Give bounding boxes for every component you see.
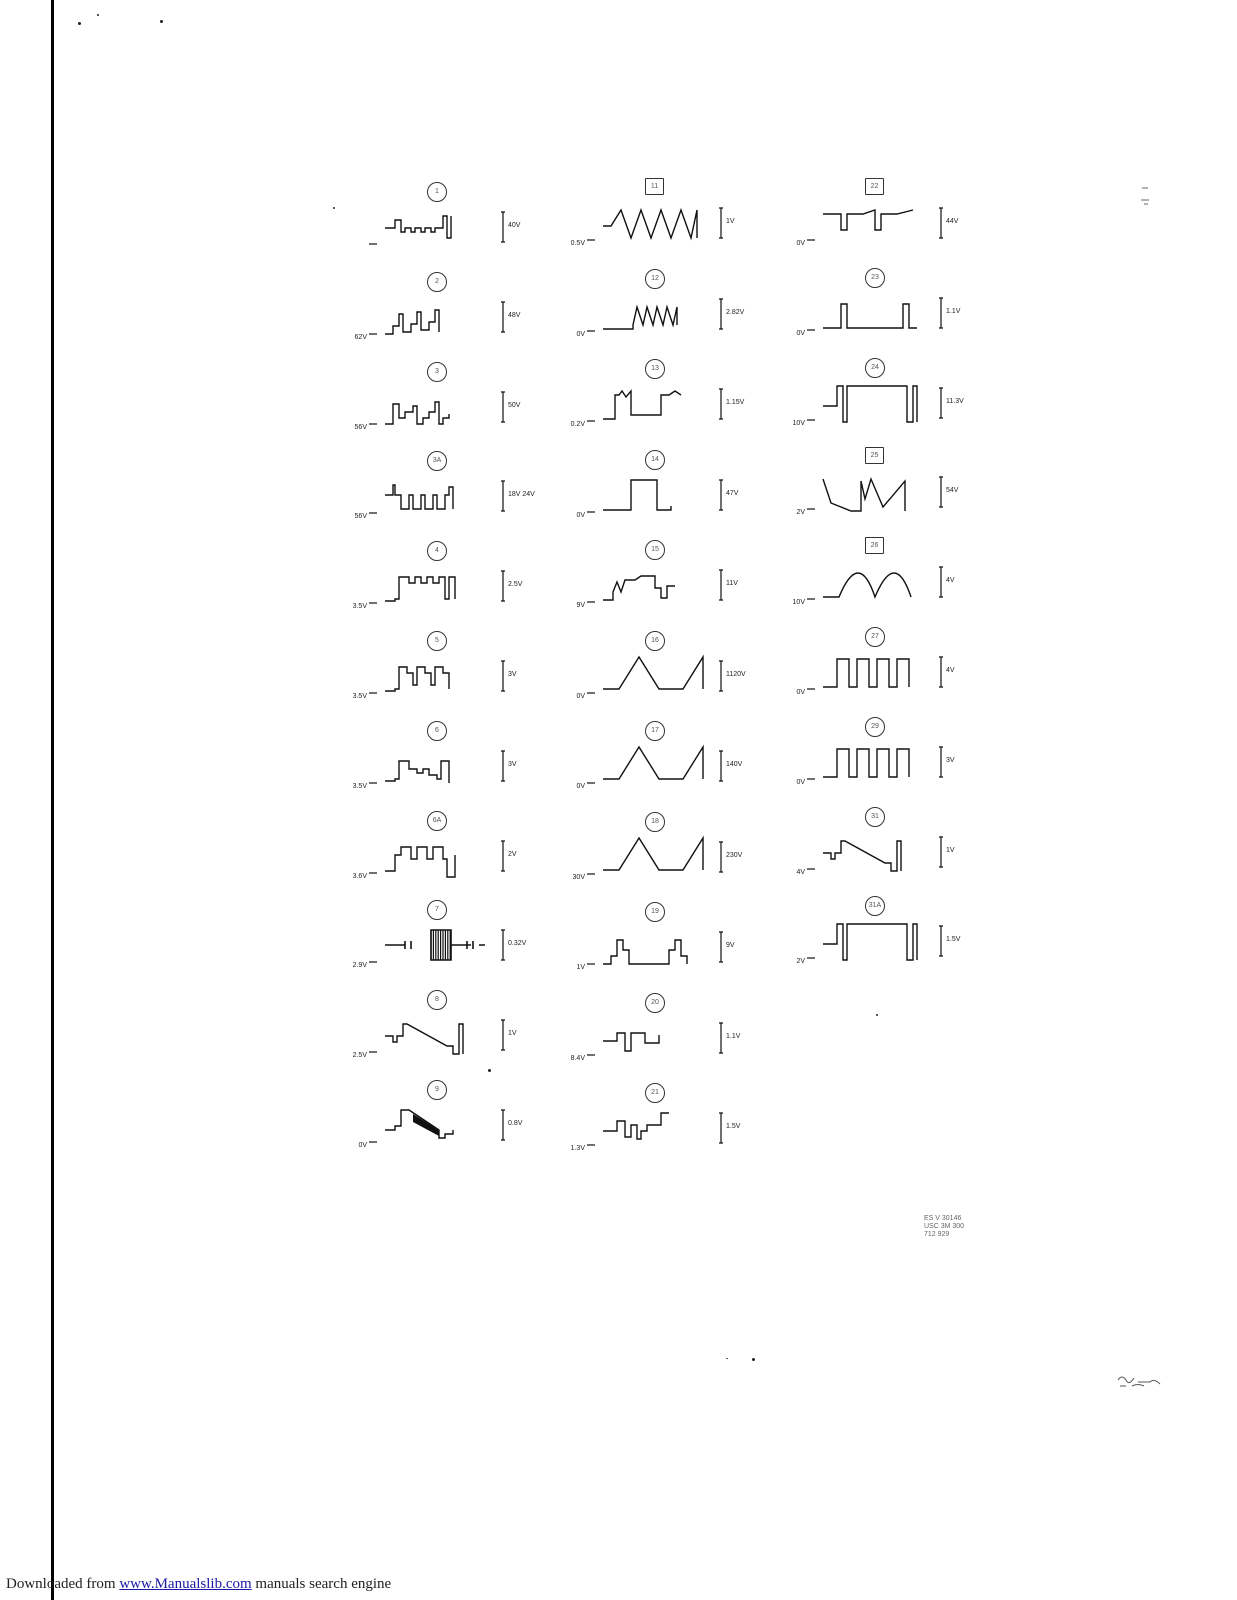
test-point-badge: 3: [427, 362, 447, 382]
amplitude-marker: [719, 570, 723, 600]
waveform-31: [793, 807, 993, 891]
baseline-voltage-label: 56V: [354, 513, 367, 521]
waveform-trace-svg: [355, 182, 555, 266]
amplitude-label: 1V: [726, 218, 735, 225]
amplitude-marker: [501, 302, 505, 332]
scan-speck: [97, 14, 99, 16]
amplitude-marker: [719, 480, 723, 510]
baseline-voltage-label: 0V: [576, 330, 585, 338]
waveform-trace: [385, 216, 451, 238]
amplitude-label: 2.82V: [726, 308, 745, 316]
test-point-badge: 24: [865, 358, 885, 378]
amplitude-label: 1V: [508, 1030, 517, 1038]
waveform-trace-svg: [355, 1080, 555, 1164]
waveform-trace-svg: [570, 993, 773, 1077]
amplitude-label: 54V: [946, 487, 959, 495]
waveform-trace: [603, 1113, 669, 1139]
binding-edge: [51, 0, 54, 1600]
waveform-trace: [603, 940, 687, 964]
waveform-16: [573, 631, 773, 715]
baseline-voltage-label: 0V: [576, 783, 585, 790]
amplitude-marker: [501, 212, 505, 242]
amplitude-marker: [501, 1020, 505, 1050]
waveform-trace: [385, 930, 485, 960]
test-point-badge: 15: [645, 540, 665, 560]
test-point-badge: 21: [645, 1083, 665, 1103]
waveform-trace-svg: [793, 896, 993, 980]
waveform-trace: [823, 479, 905, 511]
amplitude-marker: [501, 661, 505, 691]
waveform-trace: [603, 391, 681, 419]
amplitude-marker: [719, 1113, 723, 1143]
amplitude-label: 0.8V: [508, 1120, 523, 1127]
waveform-trace-svg: [573, 450, 773, 534]
waveform-15: [573, 540, 773, 624]
baseline-voltage-label: 2V: [796, 509, 805, 517]
amplitude-label: 4V: [946, 667, 955, 674]
waveform-trace-svg: [355, 362, 555, 446]
baseline-voltage-label: 56V: [354, 423, 367, 431]
amplitude-marker: [939, 298, 943, 328]
amplitude-marker: [719, 751, 723, 781]
waveform-23: [793, 268, 993, 352]
waveform-4: [352, 541, 555, 625]
amplitude-marker: [939, 926, 943, 956]
baseline-voltage-label: 8.4V: [570, 1054, 585, 1062]
scribble-mark: [1116, 1372, 1164, 1390]
waveform-trace: [823, 841, 901, 871]
waveform-trace: [603, 576, 675, 600]
amplitude-label: 230V: [726, 851, 743, 859]
waveform-trace: [603, 480, 671, 510]
scan-speck: [78, 22, 81, 25]
waveform-17: [573, 721, 773, 805]
waveform-trace-svg: [352, 811, 555, 895]
waveform-18: [573, 812, 773, 896]
test-point-badge: 4: [427, 541, 447, 561]
waveform-trace-svg: [352, 631, 555, 715]
amplitude-marker: [939, 837, 943, 867]
amplitude-label: 1.1V: [946, 307, 961, 315]
test-point-badge: 17: [645, 721, 665, 741]
amplitude-marker: [939, 747, 943, 777]
test-point-badge: 22: [865, 178, 884, 195]
waveform-trace-svg: [793, 178, 993, 262]
test-point-badge: 13: [645, 359, 665, 379]
stamp-line: USC 3M 300: [924, 1223, 965, 1230]
test-point-badge: 16: [645, 631, 665, 651]
waveform-3a: [355, 451, 555, 535]
waveform-trace: [823, 749, 909, 777]
baseline-voltage-label: 0V: [358, 1142, 367, 1149]
test-point-badge: 19: [645, 902, 665, 922]
test-point-badge: 6A: [427, 811, 447, 831]
waveform-trace: [603, 210, 697, 238]
amplitude-label: 1.5V: [946, 936, 961, 944]
waveform-trace-svg: [793, 717, 993, 801]
waveform-24: [793, 358, 993, 442]
amplitude-label: 1.5V: [726, 1123, 741, 1130]
waveform-20: [570, 993, 773, 1077]
test-point-badge: 20: [645, 993, 665, 1013]
test-point-badge: 23: [865, 268, 885, 288]
waveform-26: [793, 537, 993, 621]
waveform-5: [352, 631, 555, 715]
amplitude-marker: [719, 1023, 723, 1053]
amplitude-label: 1120V: [726, 670, 746, 678]
baseline-voltage-label: 0V: [796, 689, 805, 696]
waveform-11: [570, 178, 773, 262]
waveform-trace-svg: [793, 537, 993, 621]
amplitude-label: 47V: [726, 489, 739, 497]
waveform-trace: [385, 310, 439, 334]
test-point-badge: 12: [645, 269, 665, 289]
waveform-6a: [352, 811, 555, 895]
waveform-trace-svg: [570, 1083, 773, 1167]
waveform-trace: [603, 838, 703, 870]
amplitude-marker: [501, 481, 505, 511]
amplitude-marker: [501, 751, 505, 781]
waveform-trace: [823, 659, 909, 687]
amplitude-marker: [501, 930, 505, 960]
waveform-trace: [823, 304, 917, 328]
amplitude-label: 48V: [508, 311, 521, 319]
waveform-trace: [385, 847, 455, 877]
scan-speck: [333, 207, 335, 209]
baseline-voltage-label: 0V: [576, 692, 585, 700]
amplitude-marker: [719, 389, 723, 419]
amplitude-marker: [501, 841, 505, 871]
waveform-trace-svg: [573, 902, 773, 986]
waveform-trace-svg: [573, 721, 773, 805]
test-point-badge: 6: [427, 721, 447, 741]
waveform-trace-svg: [793, 807, 993, 891]
test-point-badge: 7: [427, 900, 447, 920]
amplitude-label: 3V: [508, 760, 517, 768]
test-point-badge: 29: [865, 717, 885, 737]
amplitude-label: 140V: [726, 761, 743, 768]
amplitude-marker: [939, 388, 943, 418]
baseline-voltage-label: 4V: [796, 868, 805, 876]
waveform-29: [793, 717, 993, 801]
scan-speck: [726, 1358, 728, 1359]
amplitude-marker: [719, 842, 723, 872]
test-point-badge: 9: [427, 1080, 447, 1100]
baseline-voltage-label: 0.2V: [570, 421, 585, 428]
waveform-trace: [385, 1024, 463, 1054]
waveform-22: [793, 178, 993, 262]
test-point-badge: 11: [645, 178, 664, 195]
waveform-trace-svg: [352, 721, 555, 805]
waveform-25: [793, 447, 993, 531]
test-point-badge: 27: [865, 627, 885, 647]
test-point-badge: 18: [645, 812, 665, 832]
amplitude-label: 11V: [726, 580, 738, 587]
footer-suffix: manuals search engine: [255, 1576, 392, 1592]
waveform-trace: [385, 761, 449, 783]
amplitude-marker: [501, 1110, 505, 1140]
baseline-voltage-label: 3.5V: [352, 693, 367, 700]
test-point-badge: 31: [865, 807, 885, 827]
waveform-trace: [823, 386, 917, 422]
amplitude-label: 1V: [946, 846, 955, 854]
waveform-31a: [793, 896, 993, 980]
waveform-19: [573, 902, 773, 986]
waveform-6: [352, 721, 555, 805]
test-point-badge: 1: [427, 182, 447, 202]
amplitude-marker: [939, 477, 943, 507]
stamp-line: 712 929: [924, 1231, 950, 1238]
test-point-badge: 14: [645, 450, 665, 470]
test-point-badge: 26: [865, 537, 884, 554]
baseline-voltage-label: 1V: [576, 964, 585, 971]
waveform-trace: [603, 307, 677, 329]
baseline-voltage-label: 10V: [792, 599, 805, 607]
amplitude-label: 4V: [946, 577, 955, 585]
waveform-9: [355, 1080, 555, 1164]
footer-credit: [6, 1576, 391, 1593]
amplitude-label: 0.32V: [508, 940, 527, 948]
waveform-12: [573, 269, 773, 353]
stamp-line: ES V 30146: [924, 1215, 962, 1222]
baseline-voltage-label: 0V: [576, 511, 585, 519]
amplitude-marker: [939, 567, 943, 597]
test-point-badge: 5: [427, 631, 447, 651]
waveform-1: [355, 182, 555, 266]
amplitude-label: 40V: [508, 222, 521, 229]
scan-speck: [752, 1358, 755, 1361]
waveform-trace-svg: [352, 990, 555, 1074]
baseline-voltage-label: 1.3V: [570, 1145, 585, 1152]
baseline-voltage-label: 2.5V: [352, 1052, 367, 1060]
amplitude-marker: [719, 208, 723, 238]
amplitude-label: 18V 24V: [508, 491, 535, 499]
waveform-trace: [823, 924, 917, 960]
amplitude-label: 3V: [946, 756, 955, 764]
amplitude-marker: [939, 208, 943, 238]
waveform-21: [570, 1083, 773, 1167]
manualslib-link[interactable]: www.Manualslib.com: [119, 1576, 252, 1592]
baseline-voltage-label: 0V: [796, 778, 805, 786]
waveform-14: [573, 450, 773, 534]
ramp-fill: [413, 1114, 439, 1136]
scan-speck: [160, 20, 163, 23]
waveform-trace-svg: [793, 268, 993, 352]
amplitude-label: 50V: [508, 401, 521, 409]
baseline-voltage-label: 10V: [792, 419, 805, 427]
waveform-trace: [823, 210, 913, 230]
scan-speck: [876, 1014, 878, 1016]
amplitude-label: 1.1V: [726, 1032, 741, 1040]
baseline-voltage-label: 0V: [796, 329, 805, 337]
scribble-mark: [1140, 186, 1152, 212]
amplitude-marker: [719, 932, 723, 962]
baseline-voltage-label: 30V: [572, 873, 585, 881]
amplitude-label: 1.15V: [726, 399, 745, 406]
amplitude-marker: [719, 661, 723, 691]
baseline-voltage-label: 3.5V: [352, 603, 367, 611]
waveform-trace-svg: [793, 627, 993, 711]
baseline-voltage-label: 3.6V: [352, 872, 367, 880]
amplitude-label: 2.5V: [508, 581, 523, 589]
waveform-trace: [603, 747, 703, 779]
waveform-3: [355, 362, 555, 446]
test-point-badge: 3A: [427, 451, 447, 471]
waveform-trace-svg: [352, 541, 555, 625]
waveform-7: [352, 900, 555, 984]
baseline-voltage-label: 62V: [354, 333, 367, 341]
waveform-trace-svg: [570, 178, 773, 262]
baseline-voltage-label: 9V: [576, 602, 585, 609]
waveform-13: [570, 359, 773, 443]
waveform-trace: [385, 667, 449, 691]
test-point-badge: 8: [427, 990, 447, 1010]
waveform-trace: [385, 402, 449, 424]
amplitude-marker: [501, 392, 505, 422]
waveform-8: [352, 990, 555, 1074]
waveform-trace: [385, 485, 453, 509]
amplitude-marker: [939, 657, 943, 687]
amplitude-label: 44V: [946, 218, 959, 225]
footer-prefix: Downloaded from: [6, 1576, 116, 1592]
waveform-2: [355, 272, 555, 356]
baseline-voltage-label: 2.9V: [352, 962, 367, 970]
baseline-voltage-label: 0.5V: [570, 240, 585, 247]
amplitude-label: 9V: [726, 942, 735, 949]
amplitude-label: 11.3V: [946, 397, 964, 405]
waveform-27: [793, 627, 993, 711]
baseline-voltage-label: 3.5V: [352, 782, 367, 790]
amplitude-marker: [501, 571, 505, 601]
waveform-trace-svg: [573, 812, 773, 896]
waveform-trace-svg: [793, 447, 993, 531]
waveform-trace-svg: [573, 540, 773, 624]
amplitude-marker: [719, 299, 723, 329]
waveform-trace-svg: [355, 272, 555, 356]
waveform-trace: [385, 577, 455, 601]
waveform-trace: [603, 1033, 659, 1051]
amplitude-label: 3V: [508, 671, 517, 678]
baseline-voltage-label: 2V: [796, 958, 805, 966]
waveform-trace: [603, 657, 703, 689]
test-point-badge: 31A: [865, 896, 885, 916]
amplitude-label: 2V: [508, 850, 517, 858]
test-point-badge: 25: [865, 447, 884, 464]
test-point-badge: 2: [427, 272, 447, 292]
waveform-trace: [823, 573, 911, 597]
baseline-voltage-label: 0V: [796, 240, 805, 247]
document-stamp: [924, 1215, 964, 1239]
